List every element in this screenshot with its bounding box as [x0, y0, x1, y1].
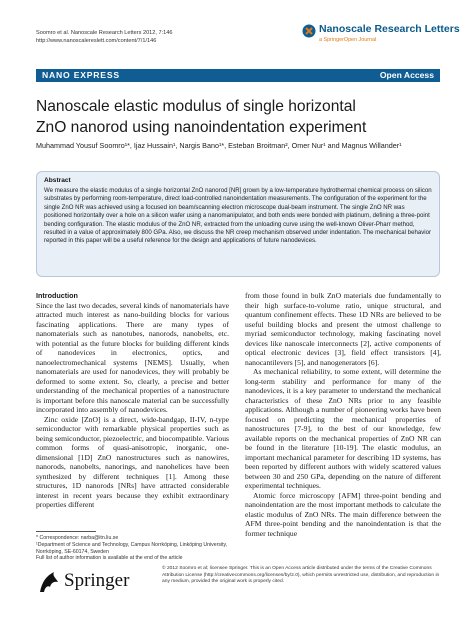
license-notice: © 2012 Soomro et al; licensee Springer. This is an Open Access article distributed under the terms of the Creative Commons Attribution License (http://creativecommons.org/licenses/by/2.0), which permits unrestricted use, distribution, and reproduction in any medium, provided the original work is properly cited. [162, 566, 440, 585]
journal-brand[interactable] [302, 22, 462, 50]
title-line: Nanoscale elastic modulus of single horizontal [36, 98, 356, 115]
journal-logo-icon [302, 24, 316, 38]
left-column [36, 291, 229, 510]
body-paragraph: As mechanical reliability, to some extent, will determine the long-term stability and performance for many of the nanodevices, it is a key parameter to understand the mechanical characteristics of these ZnO NRs prior to any feasible applications. Although a number of pioneering works have been focused on predicting the mechanical properties of nanostructures [7-9], to the best of our knowledge, few available reports on the mechanical properties of ZnO NR can be found in the literature [10-19]. The elastic modulus, an important mechanical parameter for describing 1D systems, has been reported by different authors with widely scattered values between 30 and 250 GPa, depending on the nature of different experimental techniques. [245, 367, 441, 490]
citation-line: Soomro et al. Nanoscale Research Letters 2012, 7:146 [36, 30, 173, 36]
footnotes [36, 535, 229, 562]
article-type-bar [36, 69, 440, 82]
journal-tagline: a SpringerOpen Journal [319, 37, 377, 43]
springer-logo [36, 565, 146, 601]
author-list: Muhammad Yousuf Soomro¹*, Ijaz Hussain¹, Nargis Bano¹*, Esteban Broitman², Omer Nur¹ and Magnus Willander¹ [36, 141, 402, 150]
abstract-box [36, 171, 440, 277]
section-heading-introduction: Introduction [36, 291, 78, 300]
article-title [36, 96, 446, 138]
title-line: ZnO nanorod using nanoindentation experiment [36, 119, 367, 136]
right-column [245, 291, 441, 538]
correspondence-note: * Correspondence: narba@itn.liu.se [36, 535, 119, 541]
article-type-label: NANO EXPRESS [42, 70, 120, 80]
footnote-divider [36, 531, 96, 532]
article-url[interactable]: http://www.nanoscalereslett.com/content/7/1/146 [36, 38, 157, 44]
author-info-note: Full list of author information is available at the end of the article [36, 555, 183, 562]
body-paragraph: Since the last two decades, several kinds of nanomaterials have attracted much interest as nano-building blocks for various fascinating applications. There are many types of nanomaterials such as nanotubes, nanorods, nanobelts, etc. with potential as the future blocks for building different kinds of nanodevices in electronics, optics, and nanoelectromechanical systems [NEMS]. Usually, when nanomaterials are used for nanodevices, they will probably be deformed to some extent. So, clearly, a precise and better understanding of the mechanical properties of a nanostructure is important before this nanoscale material can be successfully incorporated into assembly of nanodevices. [36, 300, 229, 414]
body-paragraph: Zinc oxide [ZnO] is a direct, wide-bandgap, II-IV, n-type semiconductor with remarkable physical properties such as being semiconductor, piezoelectric, and biocompatible. Various common forms of quasi-anisotropic, inorganic, one-dimensional [1D] ZnO nanostructures such as nanowires, nanorods, nanobelts, nanorings, and nanohelices have been synthesized by different techniques [1]. Among these structures, 1D nanorods [NRs] have attracted considerable interest in recent years because they exhibit extraordinary properties different [36, 414, 229, 509]
open-access-label: Open Access [379, 70, 434, 80]
body-paragraph: Atomic force microscopy [AFM] three-point bending and nanoindentation are the most important methods to calculate the elastic modulus of ZnO NRs. The main difference between the AFM three-point bending and the nanoindentation is that the former technique [245, 490, 441, 538]
affiliation-note: ¹Department of Science and Technology, Campus Norrköping, Linköping University, Norrköping, SE-60174, Sweden [36, 541, 228, 555]
journal-name: Nanoscale Research Letters [319, 23, 460, 35]
citation-block [36, 29, 173, 45]
springer-wordmark: Springer [64, 570, 130, 591]
body-paragraph: from those found in bulk ZnO materials due fundamentally to their high surface-to-volume ratio, unique structural, and quantum confinement effects. These 1D NRs are believed to be useful building blocks and present the utmost challenge to myriad semiconductor technology, making fascinating novel devices like nanoscale interconnects [2], active components of optical electronic devices [3], field effect transistors [4], nanocantilevers [5], and nanogenerators [6]. [245, 291, 441, 367]
abstract-heading: Abstract [44, 177, 71, 184]
abstract-text: We measure the elastic modulus of a single horizontal ZnO nanorod [NR] grown by a low-temperature hydrothermal chemical process on silicon substrates by performing room-temperature, direct load-controlled nanoindentation measurements. The configuration of the experiment for the single ZnO NR was achieved using a focused ion beam/scanning electron microscope dual-beam instrument. The single ZnO NR was positioned horizontally over a hole on a silicon wafer using a nanomanipulator, and both ends were bonded with platinum, defining a three-point bending configuration. The elastic modulus of the ZnO NR, extracted from the unloading curve using the well-known Oliver-Pharr method, resulted in a value of approximately 800 GPa. Also, we discuss the NR creep mechanism observed under indentation. The mechanical behavior reported in this paper will be a useful reference for the design and applications of future nanodevices. [44, 187, 432, 245]
springer-horse-icon [36, 568, 62, 596]
